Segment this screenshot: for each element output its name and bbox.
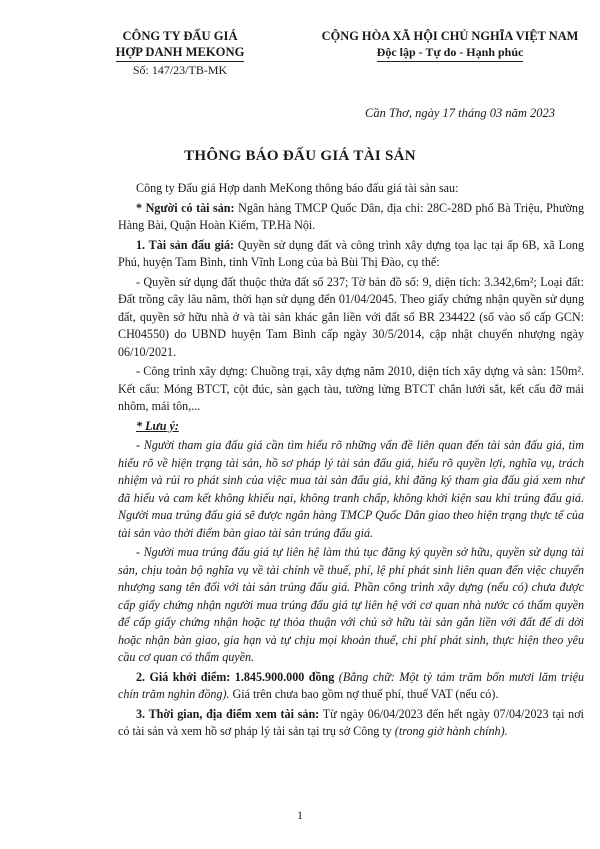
note-2: - Người mua trúng đấu giá tự liên hệ làm thủ tục đăng ký quyền sở hữu, quyền sử dụng tài sản, chịu toàn bộ nghĩa vụ về tài chính về thuế, phí, lệ phí phát sinh liên quan đến việc chuyển nhượng sang tên đổi với tài sản trúng đấu giá. Phần công trình xây dựng (nếu có) chưa được cấp giấy chứng nhận người mua trúng đấu giá tự liên hệ với cơ quan nhà nước có thẩm quyền để cấp giấy chứng nhận hoặc tự thỏa thuận với chủ sở hữu tài sản gắn liền với đất để di dời hoặc nhận bàn giao, gia hạn và tự chịu mọi khoản thuế, chi phí phát sinh, thực hiện theo yêu cầu cơ quan có thẩm quyền. [118,545,584,664]
national-motto: Độc lập - Tự do - Hạnh phúc [300,44,600,62]
price-tail: Giá trên chưa bao gồm nợ thuế phí, thuế VAT (nếu có). [229,687,499,701]
owner-paragraph [118,200,584,235]
notes-list [118,437,584,667]
national-title: CỘNG HÒA XÃ HỘI CHỦ NGHĨA VIỆT NAM [321,29,579,43]
viewing-label: 3. Thời gian, địa điểm xem tài sản: [136,706,320,721]
land-paragraph: - Quyền sử dụng đất thuộc thửa đất số 237; Tờ bản đồ số: 9, diện tích: 3.342,6m²; Loại đất: Đất trồng cây lâu năm, thời hạn sử dụng đến 01/04/2045. Theo giấy chứng nhận quyền sử dụng đất, quyền sở hữu nhà ở và tài sản khác gắn liền với đất số BR 234422 (số vào sổ cấp GCN: CH04550) do UBND huyện Tam Bình cấp ngày 30/5/2014, cập nhật chuyển nhượng ngày 06/10/2021. [118,274,584,359]
company-name-line2: HỢP DANH MEKONG [100,44,260,62]
price-label: 2. Giá khởi điểm: 1.845.900.000 đồng [136,669,335,684]
intro-paragraph: Công ty Đấu giá Hợp danh MeKong thông báo đấu giá tài sản sau: [136,181,459,195]
note-1: - Người tham gia đấu giá cần tìm hiểu rõ những vấn đề liên quan đến tài sản đấu giá, tìm hiểu rõ về hiện trạng tài sản, hồ sơ pháp lý tài sản đấu giá, hiểu rõ quyền lợi, nghĩa vụ, trách nhiệm và rủi ro phát sinh của việc mua tài sản đấu giá, khi đăng ký tham gia đấu giá xem như đã hiểu và cam kết không khiếu nại, không tranh chấp, không khởi kiện sau khi trúng đấu giá. Người mua trúng đấu giá sẽ được ngân hàng TMCP Quốc Dân giao theo hiện trạng thực tế của tài sản vào thời điểm bàn giao tài sản trúng đấu giá. [118,438,584,540]
building-paragraph: - Công trình xây dựng: Chuồng trại, xây dựng năm 2010, diện tích xây dựng và sàn: 150m². Kết cấu: Móng BTCT, cột đúc, sàn gạch tàu, tường lửng BTCT chắn lưới sắt, kết cấu đỡ mái nhôm, mái tôn,... [118,364,584,413]
national-header [300,28,600,62]
asset-label: 1. Tài sản đấu giá: [136,237,235,252]
owner-label: * Người có tài sản: [136,200,235,215]
price-paragraph [118,669,584,704]
asset-text: Quyền sử dụng đất và công trình xây dựng tọa lạc tại ấp 6B, xã Long Phú, huyện Tam Bình, tỉnh Vĩnh Long của bà Bùi Thị Đào, cụ thể: [118,237,584,269]
company-name-line1: CÔNG TY ĐẤU GIÁ [122,29,238,43]
viewing-italic: (trong giờ hành chính). [391,724,508,738]
document-number: Số: 147/23/TB-MK [132,63,228,77]
viewing-paragraph [118,706,584,741]
page-number: 1 [297,808,303,822]
document-title: THÔNG BÁO ĐẤU GIÁ TÀI SẢN [184,148,416,164]
company-header [100,28,260,78]
document-body [118,180,584,743]
document-date: Cần Thơ, ngày 17 tháng 03 năm 2023 [364,106,555,120]
notes-heading: * Lưu ý: [136,418,179,433]
viewing-text: Từ ngày 06/04/2023 đến hết ngày 07/04/2023 tại nơi có tài sản và xem hồ sơ pháp lý tài sản tại trụ sở Công ty [118,706,584,738]
asset-paragraph [118,237,584,272]
price-words: (Bằng chữ: Một tỷ tám trăm bốn mươi lăm triệu chín trăm nghìn đồng). [118,669,584,701]
owner-text: Ngân hàng TMCP Quốc Dân, địa chỉ: 28C-28D phố Bà Triệu, Phường Hàng Bài, Quận Hoàn Kiếm, TP.Hà Nội. [118,200,584,232]
